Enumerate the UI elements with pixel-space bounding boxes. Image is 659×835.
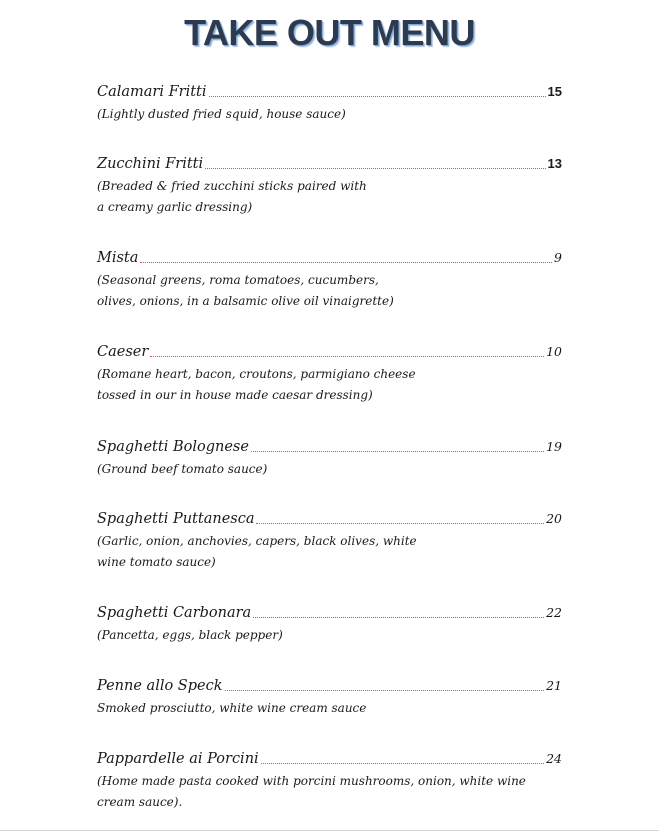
menu-item-calamari-fritti xyxy=(97,82,562,125)
item-name: Spaghetti Carbonara xyxy=(97,605,252,621)
item-description: (Seasonal greens, roma tomatoes, cucumbers, xyxy=(97,273,379,287)
dot-leader xyxy=(256,522,544,524)
item-description: (Home made pasta cooked with porcini mushrooms, onion, white wine xyxy=(97,774,526,788)
item-name: Zucchini Fritti xyxy=(97,156,204,172)
item-description: (Breaded & fried zucchini sticks paired with xyxy=(97,179,367,193)
item-name: Calamari Fritti xyxy=(97,84,207,100)
item-name: Caeser xyxy=(97,344,149,360)
item-price: 15 xyxy=(547,84,562,99)
item-price: 22 xyxy=(546,605,562,620)
menu-item-spaghetti-bolognese xyxy=(97,437,562,480)
item-description-line2: tossed in our in house made caesar dressing) xyxy=(97,388,373,402)
dot-leader xyxy=(253,616,544,618)
item-name: Spaghetti Bolognese xyxy=(97,439,249,455)
item-description: Smoked prosciutto, white wine cream sauce xyxy=(97,701,367,715)
item-price: 13 xyxy=(547,156,562,171)
item-price: 10 xyxy=(546,344,562,359)
item-price: 9 xyxy=(554,250,562,265)
menu-item-spaghetti-puttanesca xyxy=(97,509,562,573)
item-description: (Lightly dusted fried squid, house sauce) xyxy=(97,107,346,121)
item-name: Penne allo Speck xyxy=(97,678,223,694)
menu-item-mista xyxy=(97,248,562,312)
item-description-line2: olives, onions, in a balsamic olive oil vinaigrette) xyxy=(97,294,394,308)
item-description-line2: cream sauce). xyxy=(97,795,183,809)
menu-item-zucchini-fritti xyxy=(97,154,562,218)
item-name: Pappardelle ai Porcini xyxy=(97,751,259,767)
item-description: (Ground beef tomato sauce) xyxy=(97,462,268,476)
item-description: (Romane heart, bacon, croutons, parmigiano cheese xyxy=(97,367,416,381)
item-name: Spaghetti Puttanesca xyxy=(97,511,255,527)
dot-leader xyxy=(140,261,552,263)
item-description-line2: wine tomato sauce) xyxy=(97,555,216,569)
menu-item-penne-allo-speck xyxy=(97,676,562,719)
dot-leader xyxy=(261,762,544,764)
menu-item-caeser xyxy=(97,342,562,406)
dot-leader xyxy=(205,167,545,169)
dot-leader xyxy=(225,689,545,691)
dot-leader xyxy=(209,95,546,97)
item-price: 19 xyxy=(546,439,562,454)
item-price: 21 xyxy=(546,678,562,693)
dot-leader xyxy=(150,355,544,357)
item-price: 20 xyxy=(546,511,562,526)
menu-item-pappardelle-ai-porcini xyxy=(97,749,562,813)
menu-item-spaghetti-carbonara xyxy=(97,603,562,646)
menu-title: TAKE OUT MENU xyxy=(184,12,475,53)
item-description-line2: a creamy garlic dressing) xyxy=(97,200,253,214)
item-description: (Garlic, onion, anchovies, capers, black olives, white xyxy=(97,534,417,548)
item-description: (Pancetta, eggs, black pepper) xyxy=(97,628,283,642)
item-name: Mista xyxy=(97,250,139,266)
dot-leader xyxy=(251,450,544,452)
page-bottom-divider xyxy=(0,830,659,831)
item-price: 24 xyxy=(546,751,562,766)
